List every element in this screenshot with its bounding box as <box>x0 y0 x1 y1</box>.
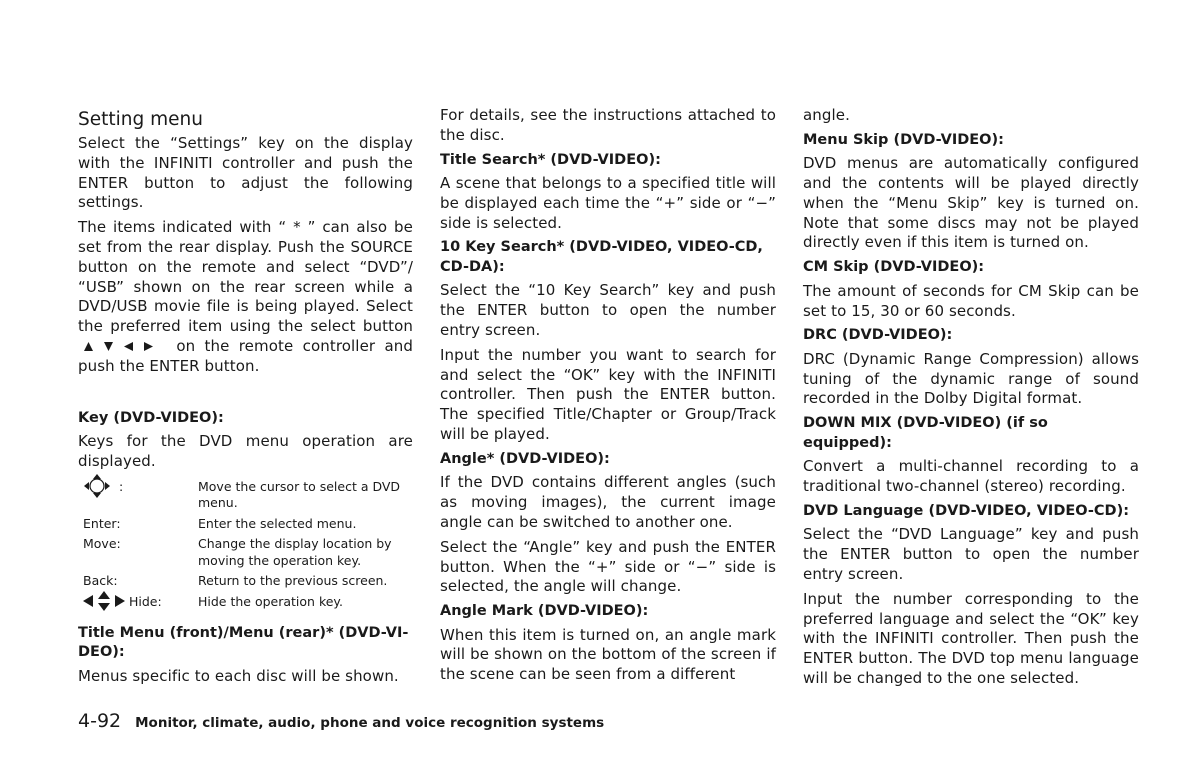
key-row <box>78 516 413 533</box>
select-button-arrows <box>84 342 153 351</box>
page-number: 4-92 <box>78 710 122 732</box>
paragraph: Select the “DVD Language” key and push the ENTER button to open the number entry screen. <box>803 525 1139 583</box>
key-description: Move the cursor to select a DVD menu. <box>198 478 401 511</box>
cursor-pad-icon <box>83 473 111 499</box>
angle-heading: Angle* (DVD-VIDEO): <box>440 450 610 467</box>
down-mix-heading: DOWN MIX (DVD-VIDEO) (if so equipped): <box>803 415 1048 451</box>
section-title: Setting menu <box>78 109 203 130</box>
key-description: Enter the selected menu. <box>198 515 357 531</box>
paragraph: Select the “10 Key Search” key and push the ENTER button to open the number entry screen. <box>440 281 776 340</box>
title-menu-heading: Title Menu (front)/Menu (rear)* (DVD-VI-DEO): <box>78 624 409 661</box>
title-search-heading: Title Search* (DVD-VIDEO): <box>440 151 661 168</box>
paragraph: The amount of seconds for CM Skip can be set to 15, 30 or 60 seconds. <box>803 281 1139 320</box>
paragraph: A scene that belongs to a specified title will be displayed each time the “+” side or “−” side is selected. <box>440 174 776 232</box>
menu-skip-heading: Menu Skip (DVD-VIDEO): <box>803 131 1004 148</box>
key-row <box>78 573 413 590</box>
paragraph: For details, see the instructions attached to the disc. <box>440 106 776 144</box>
paragraph: Input the number you want to search for and select the “OK” key with the INFINITI controller. Then push the ENTER button. The specified Title/Chapter or Group/Track will be played. <box>440 345 776 444</box>
paragraph: When this item is turned on, an angle mark will be shown on the bottom of the screen if the scene can be seen from a different <box>440 625 776 684</box>
paragraph: angle. <box>803 106 850 124</box>
cm-skip-heading: CM Skip (DVD-VIDEO): <box>803 259 985 276</box>
paragraph: Keys for the DVD menu operation are displayed. <box>78 432 413 470</box>
ten-key-search-heading: 10 Key Search* (DVD-VIDEO, VIDEO-CD, CD-DA): <box>440 239 763 275</box>
column-left <box>78 106 413 691</box>
paragraph: Select the “Angle” key and push the ENTER button. When the “+” side or “−” side is selected, the angle will change. <box>440 537 776 596</box>
key-description: Change the display location by moving the operation key. <box>198 536 392 568</box>
dvd-language-heading: DVD Language (DVD-VIDEO, VIDEO-CD): <box>803 502 1129 519</box>
paragraph: Menus specific to each disc will be shown. <box>78 666 399 685</box>
paragraph: DVD menus are automatically configured and the contents will be played directly when the “Menu Skip” key is turned on. Note that some discs may not be played directly even if this item is turned on. <box>803 154 1139 252</box>
key-description: Return to the previous screen. <box>198 573 388 589</box>
key-row <box>78 479 413 512</box>
hide-arrows-icon <box>83 591 127 611</box>
chapter-title: Monitor, climate, audio, phone and voice recognition systems <box>135 715 605 731</box>
key-name: Move: <box>83 536 121 552</box>
column-right <box>803 106 1139 694</box>
paragraph: Select the “Settings” key on the display with the INFINITI controller and push the ENTER button to adjust the following settings. <box>78 134 413 212</box>
page-footer <box>78 710 604 732</box>
key-name: Enter: <box>83 515 121 531</box>
key-name: Back: <box>83 573 118 589</box>
paragraph: DRC (Dynamic Range Compression) allows tuning of the dynamic range of sound recorded in the Dolby Digital format. <box>803 349 1139 408</box>
key-heading: Key (DVD-VIDEO): <box>78 409 224 426</box>
paragraph: If the DVD contains different angles (such as moving images), the current image angle can be switched to another one. <box>440 473 776 531</box>
paragraph <box>78 218 413 376</box>
left-arrow-icon <box>124 342 133 351</box>
paragraph-text: on the remote controller and push the ENTER button. <box>78 336 413 375</box>
down-arrow-icon <box>104 342 113 351</box>
up-arrow-icon <box>84 342 93 351</box>
paragraph-text: The items indicated with “ * ” can also be set from the rear display. Push the SOURCE button on the remote and select “DVD”/ “USB” shown on the rear screen while a DVD/USB movie file is being played. Select the preferred item using the select button <box>78 218 413 336</box>
key-name: Hide: <box>129 593 162 609</box>
right-arrow-icon <box>144 342 153 351</box>
angle-mark-heading: Angle Mark (DVD-VIDEO): <box>440 603 649 620</box>
key-row <box>78 594 413 611</box>
key-description: Hide the operation key. <box>198 593 344 609</box>
column-middle <box>440 106 776 690</box>
paragraph: Input the number corresponding to the preferred language and select the “OK” key with the INFINITI controller. Then push the ENTER button. The DVD top menu language will be changed to the one selected. <box>803 589 1139 687</box>
drc-heading: DRC (DVD-VIDEO): <box>803 327 953 344</box>
key-table <box>78 479 413 611</box>
paragraph: Convert a multi-channel recording to a traditional two-channel (stereo) recording. <box>803 457 1139 496</box>
key-name: : <box>119 478 124 494</box>
key-row <box>78 536 413 569</box>
